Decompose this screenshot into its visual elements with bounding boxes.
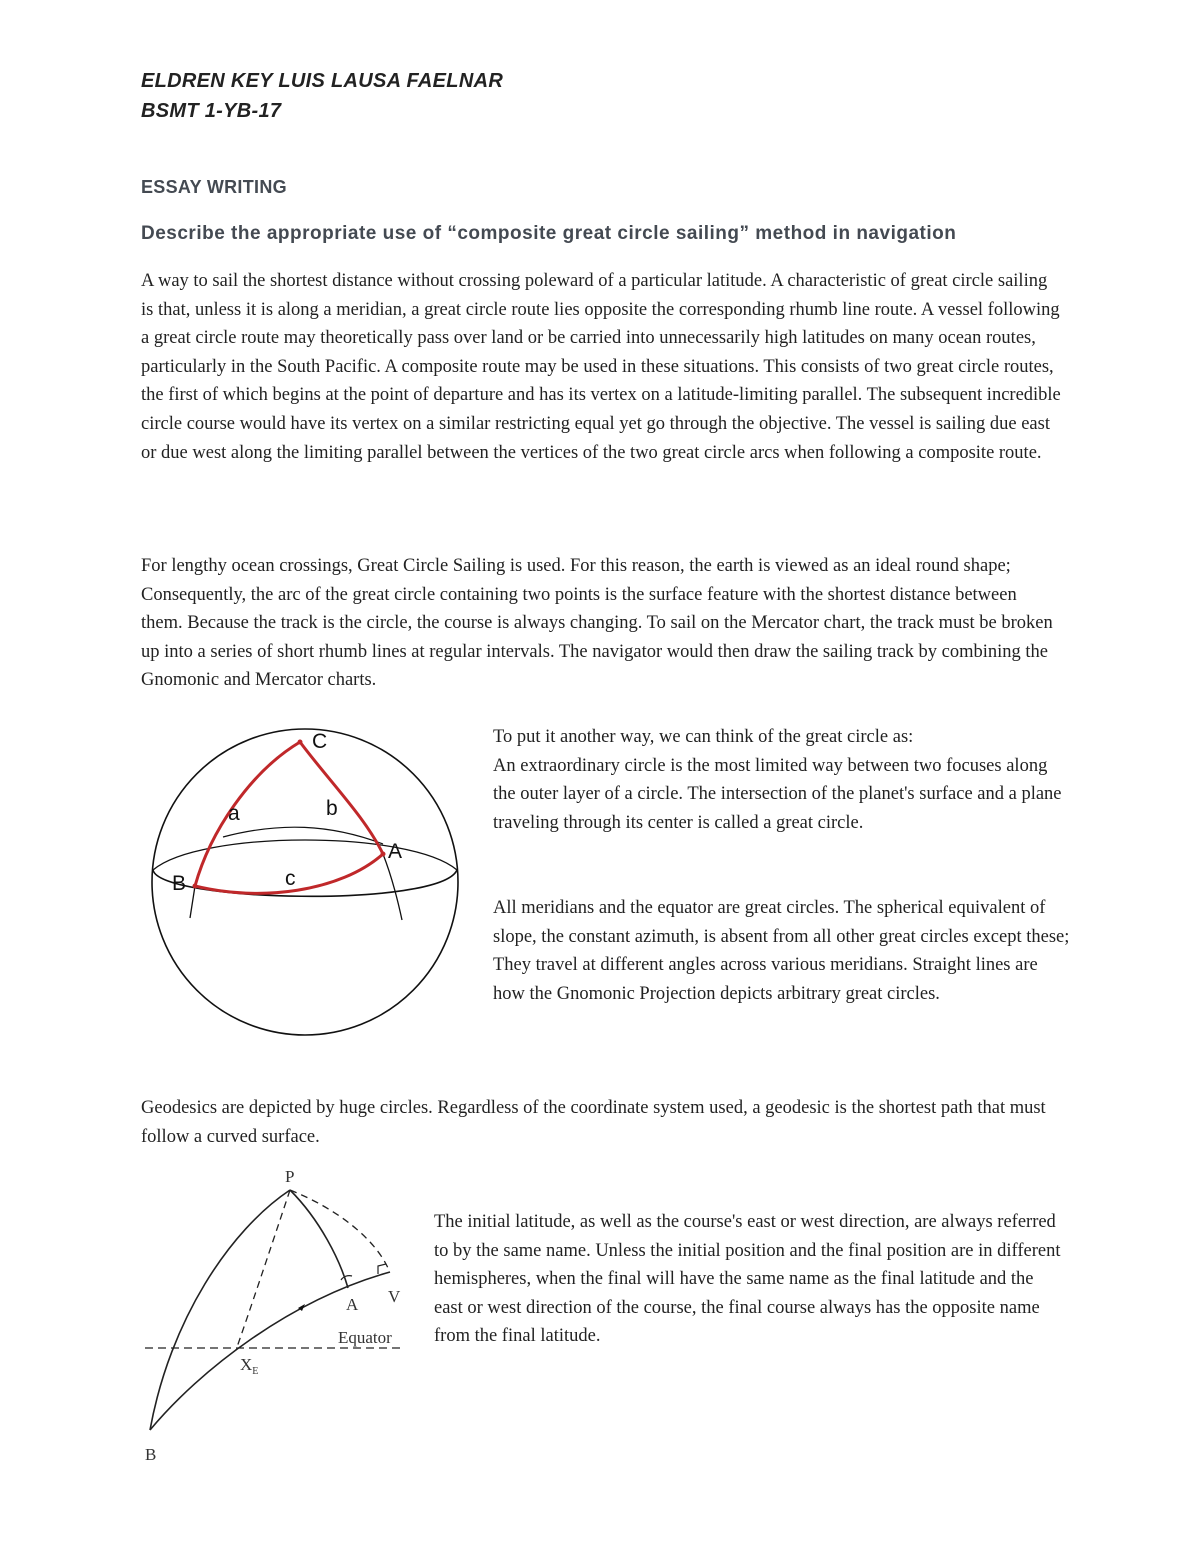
meridian-pv	[290, 1190, 388, 1268]
arc-a	[195, 742, 300, 886]
author-section: BSMT 1-YB-17	[141, 100, 282, 122]
paragraph-6-text: The initial latitude, as well as the course's east or west direction, are always referred to by the same name. Unless the initial position and the final position are in different hemispheres, when the final will have the same name as the final latitude and the east or west direction of the course, the final course always has the opposite name from the final latitude.	[434, 1212, 1061, 1347]
label-b-vertex: B	[172, 872, 187, 895]
essay-question: Describe the appropriate use of “composite great circle sailing” method in navigation	[141, 223, 957, 244]
paragraph-1	[141, 267, 1061, 467]
paragraph-3	[493, 723, 1073, 837]
angle-a-arc	[341, 1276, 352, 1280]
right-angle-marker	[378, 1264, 386, 1274]
label-a-vertex: A	[388, 840, 403, 863]
label-x: $X_E$	[240, 1355, 259, 1377]
label-c-vertex: C	[312, 730, 328, 753]
label-equator: Equator	[338, 1328, 392, 1347]
label-b-side: b	[326, 797, 338, 820]
paragraph-3b-text: An extraordinary circle is the most limited way between two focuses along the outer layer of a circle. The intersection of the planet's surface and a plane traveling through its center is called a great circle.	[493, 755, 1062, 833]
equator-back-arc	[153, 840, 457, 870]
author-name: ELDREN KEY LUIS LAUSA FAELNAR	[141, 70, 504, 92]
meridian-pa	[290, 1190, 348, 1288]
paragraph-4	[493, 894, 1073, 1008]
paragraph-1-text: A way to sail the shortest distance without crossing poleward of a particular latitude. A characteristic of great circle sailing is that, unless it is along a meridian, a great circle route lies opposite the corresponding rhumb line route. A vessel following a great circle route may theoretically pass over land or be carried into unnecessarily high latitudes on many ocean routes, particularly in the South Pacific. A composite route may be used in these situations. This consists of two great circle routes, the first of which begins at the point of departure and has its vertex on a latitude-limiting parallel. The subsequent incredible circle course would have its vertex on a similar restricting equal yet go through the objective. The vessel is sailing due east or due west along the limiting parallel between the vertices of the two great circle arcs when following a composite route.	[141, 271, 1061, 463]
meridian-b-stub	[190, 886, 195, 918]
vertex-c-dot	[298, 740, 303, 745]
vertex-b-dot	[193, 884, 198, 889]
inner-arc	[223, 827, 383, 844]
paragraph-5-text: Geodesics are depicted by huge circles. Regardless of the coordinate system used, a geodesic is the shortest path that must follow a curved surface.	[141, 1098, 1046, 1147]
vertex-a-dot	[381, 852, 386, 857]
geodesic-diagram	[140, 1160, 415, 1470]
meridian-a-stub	[383, 854, 402, 920]
paragraph-6	[434, 1208, 1064, 1351]
sphere-outline	[152, 729, 458, 1035]
paragraph-4-text: All meridians and the equator are great circles. The spherical equivalent of slope, the constant azimuth, is absent from all other great circles except these; They travel at different angles across various meridians. Straight lines are how the Gnomonic Projection depicts arbitrary great circles.	[493, 898, 1070, 1004]
page-title: ESSAY WRITING	[141, 177, 287, 197]
label-a: A	[346, 1295, 359, 1314]
paragraph-5	[141, 1094, 1061, 1151]
label-c-side: c	[285, 867, 296, 890]
meridian-pb	[150, 1190, 290, 1430]
label-a-side: a	[228, 802, 240, 825]
arc-b	[300, 742, 383, 854]
paragraph-2	[141, 552, 1061, 695]
paragraph-2-text: For lengthy ocean crossings, Great Circle Sailing is used. For this reason, the earth is viewed as an ideal round shape; Consequently, the arc of the great circle containing two points is the surface feature with the shortest distance between them. Because the track is the circle, the course is always changing. To sail on the Mercator chart, the track must be broken up into a series of short rhumb lines at regular intervals. The navigator would then draw the sailing track by combining the Gnomonic and Mercator charts.	[141, 556, 1053, 691]
paragraph-3a-text: To put it another way, we can think of the great circle as:	[493, 727, 914, 747]
label-v: V	[388, 1287, 401, 1306]
meridian-px	[236, 1190, 290, 1350]
label-b: B	[145, 1445, 157, 1464]
sphere-triangle-diagram	[140, 722, 470, 1042]
label-p: P	[285, 1167, 295, 1186]
